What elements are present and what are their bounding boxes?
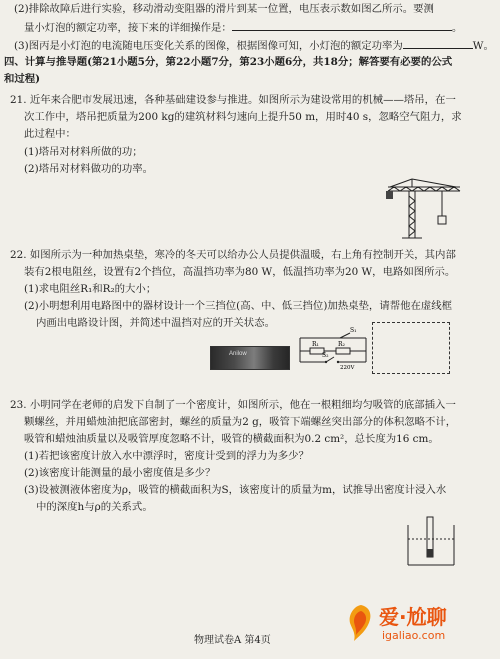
text-line-content: (1)塔吊对材料所做的功； bbox=[24, 146, 143, 158]
text-line-content: 内画出电路设计图，并简述中温挡对应的开关状态。 bbox=[36, 317, 275, 329]
text-line bbox=[14, 3, 434, 16]
text-line bbox=[24, 433, 439, 446]
watermark bbox=[346, 601, 500, 649]
text-line bbox=[24, 20, 462, 35]
text-line-content: 22. 如图所示为一种加热桌垫，寒冷的冬天可以给办公人员提供温暖，右上角有控制开关，其内部 bbox=[10, 249, 456, 261]
watermark-logo-icon bbox=[346, 603, 376, 643]
text-line bbox=[24, 484, 446, 497]
text-line-content: 21. 近年来合肥市发展迅速，各种基础建设参与推进。如图所示为建设常用的机械——塔吊，在一 bbox=[10, 94, 456, 106]
watermark-brand: 爱·尬聊 bbox=[379, 605, 447, 629]
text-line-content: 次工作中，塔吊把质量为200 kg的建筑材料匀速向上提升50 m，用时40 s，忽略空气阻力，求 bbox=[24, 111, 462, 123]
tower-crane-figure bbox=[384, 178, 464, 240]
text-line-content: (3)图丙是小灯泡的电流随电压变化关系的图像，根据图像可知，小灯泡的额定功率为 bbox=[14, 40, 403, 52]
text-line-content: 23. 小明同学在老师的启发下自制了一个密度计，如图所示，他在一根粗细均匀吸管的底部插入一 bbox=[10, 399, 456, 411]
text-line-content: (3)设被测液体密度为ρ，吸管的横截面积为S，该密度计的质量为m，试推导出密度计浸入水 bbox=[24, 484, 447, 496]
text-line bbox=[24, 467, 215, 480]
switch-s1-label: S₁ bbox=[350, 327, 357, 334]
text-line bbox=[24, 111, 462, 124]
text-line-content: 颗螺丝，并用蜡烛油把底部密封，螺丝的质量为2 g，吸管下端螺丝突出部分的体积忽略不计， bbox=[24, 416, 457, 428]
text-line bbox=[24, 416, 456, 429]
heater-pad-photo bbox=[210, 346, 290, 370]
text-line-content: 吸管和蜡烛油质量以及吸管厚度忽略不计，吸管的横截面积为0.2 cm²，总长度为16 cm。 bbox=[24, 433, 439, 445]
text-line-content: 量小灯泡的额定功率，接下来的详细操作是： bbox=[24, 22, 232, 34]
text-line-content: (1)若把该密度计放入水中漂浮时，密度计受到的浮力为多少？ bbox=[24, 450, 309, 462]
page-footer: 物理试卷A 第4页 bbox=[194, 635, 271, 646]
text-line-content: 四、计算与推导题(第21小题5分，第22小题7分，第23小题6分，共18分；解答要有必要的公式 bbox=[4, 56, 453, 68]
answer-dashed-box bbox=[372, 322, 450, 374]
text-line-content: (2)该密度计能测量的最小密度值是多少？ bbox=[24, 467, 216, 479]
text-line bbox=[24, 163, 153, 176]
text-line-content: 和过程) bbox=[4, 73, 41, 85]
text-line-tail: 。 bbox=[451, 22, 463, 34]
voltage-label: 220V bbox=[340, 365, 355, 370]
density-meter-figure bbox=[405, 515, 457, 567]
text-line-content: (2)排除故障后进行实验，移动滑动变阻器的滑片到某一位置，电压表示数如图乙所示。要测 bbox=[14, 3, 434, 15]
text-line bbox=[24, 146, 143, 159]
answer-blank bbox=[403, 38, 473, 49]
text-line bbox=[36, 501, 153, 514]
text-line bbox=[36, 317, 275, 330]
text-line-content: 此过程中： bbox=[24, 128, 76, 140]
text-line-content: (1)求电阻丝R₁和R₂的大小； bbox=[24, 283, 157, 295]
text-line bbox=[24, 300, 452, 313]
circuit-diagram bbox=[296, 324, 370, 370]
text-line-content: 中的深度h与ρ的关系式。 bbox=[36, 501, 153, 513]
text-line-content: 装有2根电阻丝，设置有2个挡位，高温挡功率为80 W，低温挡功率为20 W，电路如图所示。 bbox=[24, 266, 456, 278]
text-line bbox=[10, 399, 456, 412]
resistor-r2-label: R₂ bbox=[338, 341, 345, 348]
text-line-content: (2)塔吊对材料做功的功率。 bbox=[24, 163, 154, 175]
text-line bbox=[4, 73, 40, 86]
text-line bbox=[24, 283, 156, 296]
switch-s2-label: S₂ bbox=[322, 352, 329, 359]
text-line bbox=[4, 56, 452, 69]
resistor-r1-label: R₁ bbox=[312, 341, 319, 348]
text-line bbox=[10, 249, 456, 262]
text-line bbox=[10, 94, 456, 107]
watermark-url: igaliao.com bbox=[382, 629, 446, 642]
text-line bbox=[14, 38, 494, 53]
text-line bbox=[24, 128, 76, 141]
text-line bbox=[24, 450, 309, 463]
text-line-content: (2)小明想利用电路图中的器材设计一个三挡位(高、中、低三挡位)加热桌垫，请帮他在虚线框 bbox=[24, 300, 453, 312]
heater-photo-label: Anilow bbox=[229, 351, 247, 357]
text-line-tail: W。 bbox=[472, 40, 494, 52]
text-line bbox=[24, 266, 455, 279]
answer-blank bbox=[232, 20, 452, 31]
